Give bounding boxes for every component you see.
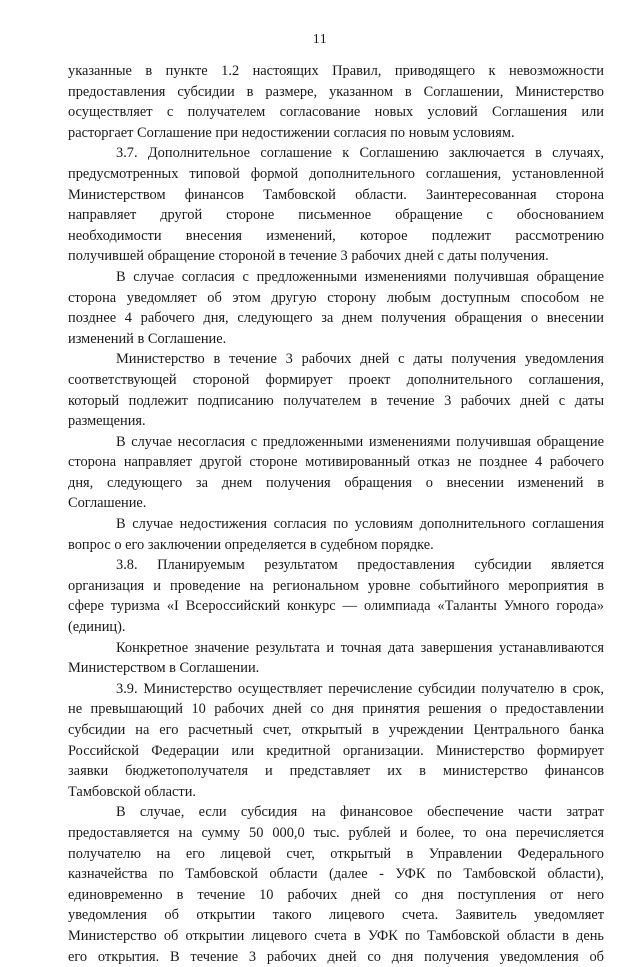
- text-line: направляет другой стороне письменное обращение с обоснованием: [68, 207, 604, 224]
- text-line: 3.9. Министерство осуществляет перечисление субсидии получателю в срок,: [116, 680, 604, 697]
- text-line: Министерство об открытии лицевого счета в УФК по Тамбовской области в день: [68, 927, 604, 944]
- text-line: казначейства по Тамбовской области (далее - УФК по Тамбовской области),: [68, 866, 604, 883]
- text-line: указанные в пункте 1.2 настоящих Правил, приводящего к невозможности: [68, 63, 604, 79]
- text-line: получившей обращение стороной в течение 3 рабочих дней с даты получения.: [68, 248, 549, 265]
- text-line: Российской Федерации или кредитной организации. Министерство формирует: [68, 742, 604, 759]
- text-line: получателю на его лицевой счет, открытый в Управлении Федерального: [68, 845, 604, 862]
- paragraph: [68, 638, 604, 679]
- paragraph: [68, 555, 604, 637]
- paragraph: [68, 349, 604, 431]
- text-line: предоставляется на сумму 50 000,0 тыс. рублей и более, то она перечисляется: [68, 824, 604, 841]
- text-line: организация и проведение на региональном уровне событийного мероприятия в: [68, 577, 604, 594]
- text-line: не превышающий 10 рабочих дней со дня принятия решения о предоставлении: [68, 701, 604, 718]
- text-line: изменений в Соглашение.: [68, 330, 227, 347]
- text-line: соответствующей стороной формирует проект дополнительного соглашения,: [68, 371, 604, 388]
- text-line: вопрос о его заключении определяется в судебном порядке.: [68, 536, 434, 553]
- text-line: сторона направляет другой стороне мотивированный отказ не позднее 4 рабочего: [68, 454, 604, 471]
- text-line: предоставления субсидии в размере, указанном в Соглашении, Министерство: [68, 83, 604, 100]
- text-line: его открытия. В течение 3 рабочих дней со дня получения уведомления об: [68, 948, 604, 965]
- text-line: В случае согласия с предложенными изменениями получившая обращение: [116, 268, 604, 285]
- text-line: дня, следующего за днем получения обращения о внесении изменений в: [68, 474, 604, 491]
- text-line: сфере туризма «I Всероссийский конкурс — олимпиада «Таланты Умного города»: [68, 598, 604, 615]
- text-line: субсидии на его расчетный счет, открытый в учреждении Центрального банка: [68, 722, 604, 738]
- paragraph: [68, 802, 604, 967]
- text-line: Соглашение.: [68, 495, 147, 512]
- text-line: Конкретное значение результата и точная дата завершения устанавливаются: [116, 639, 604, 656]
- text-line: расторгает Соглашение при недостижении согласия по новым условиям.: [68, 124, 515, 141]
- text-line: 3.8. Планируемым результатом предоставления субсидии является: [116, 557, 604, 574]
- text-line: Министерством финансов Тамбовской области. Заинтересованная сторона: [68, 186, 604, 203]
- paragraph: [68, 514, 604, 555]
- text-line: который подлежит подписанию получателем в течение 3 рабочих дней с даты: [68, 392, 604, 409]
- paragraph: [68, 143, 604, 267]
- text-line: позднее 4 рабочего дня, следующего за днем получения обращения о внесении: [68, 310, 604, 327]
- text-line: необходимости внесения изменений, которое подлежит рассмотрению: [68, 227, 604, 244]
- text-line: размещения.: [68, 413, 146, 430]
- paragraph: [68, 679, 604, 803]
- text-line: уведомления об открытии такого лицевого счета. Заявитель уведомляет: [68, 907, 604, 924]
- text-line: В случае, если субсидия на финансовое обеспечение части затрат: [116, 804, 604, 821]
- paragraph: [68, 432, 604, 514]
- text-line: В случае несогласия с предложенными изменениями получившая обращение: [116, 433, 604, 450]
- text-line: (единиц).: [68, 619, 126, 636]
- text-line: единовременно в течение 10 рабочих дней со дня поступления от него: [68, 886, 604, 903]
- text-line: Министерство в течение 3 рабочих дней с даты получения уведомления: [116, 351, 604, 368]
- page-number: 11: [312, 32, 328, 47]
- text-line: заявки бюджетополучателя и представляет их в министерство финансов: [68, 763, 604, 780]
- paragraph: [68, 61, 604, 143]
- text-line: Тамбовской области.: [68, 783, 196, 800]
- paragraph: [68, 267, 604, 349]
- text-line: В случае недостижения согласия по условиям дополнительного соглашения: [116, 516, 604, 533]
- text-line: Министерством в Соглашении.: [68, 660, 260, 677]
- document-body: [68, 61, 604, 967]
- text-line: сторона уведомляет об этом другую сторону любым доступным способом не: [68, 289, 604, 306]
- text-line: 3.7. Дополнительное соглашение к Соглашению заключается в случаях,: [116, 145, 604, 162]
- text-line: осуществляет с получателем согласование новых условий Соглашения или: [68, 104, 604, 121]
- text-line: предусмотренных типовой формой дополнительного соглашения, установленной: [68, 165, 604, 182]
